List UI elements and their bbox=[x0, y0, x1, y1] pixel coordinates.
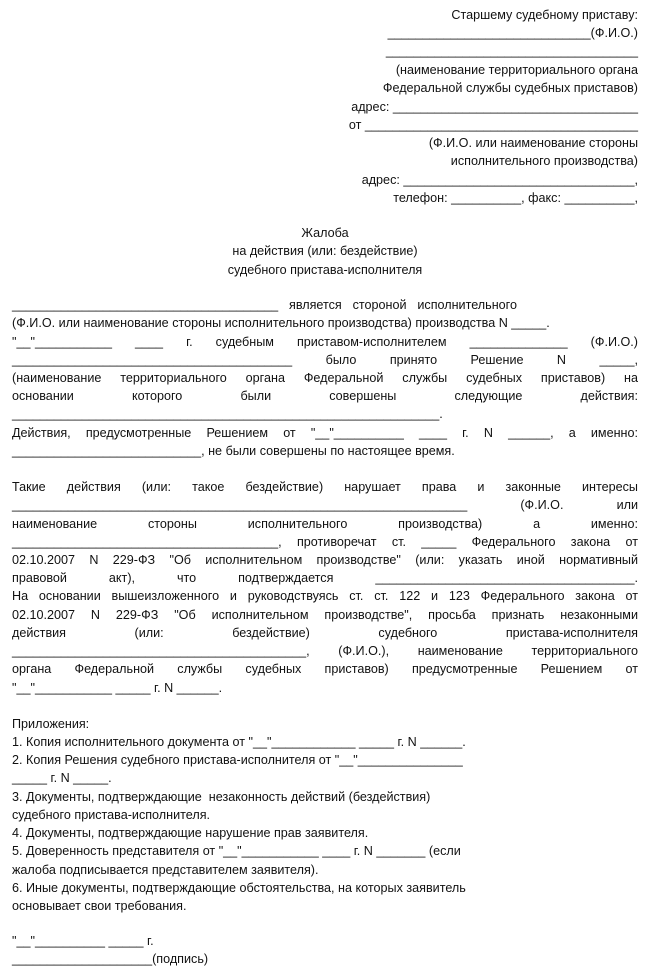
attachment-item: судебного пристава-исполнителя. bbox=[12, 808, 211, 822]
body-line: ___________________________, не были совершены по настоящее время. bbox=[12, 444, 455, 458]
document-title: Жалоба bbox=[301, 226, 349, 240]
body-line: __________________________________________, (Ф.И.О.), наименование территориального bbox=[12, 644, 638, 658]
body-line: _____________________________________________________________. bbox=[12, 407, 443, 421]
body-line: основании которого были совершены следующие действия: bbox=[12, 389, 638, 403]
body-line: _________________________________________________________________ (Ф.И.О. или bbox=[12, 498, 638, 512]
attachment-item: 2. Копия Решения судебного пристава-исполнителя от "__"_______________ bbox=[12, 753, 463, 767]
body-line: На основании вышеизложенного и руководствуясь ст. ст. 122 и 123 Федерального закона от bbox=[12, 589, 638, 603]
header-to: Старшему судебному приставу: bbox=[451, 8, 638, 22]
body-line: правовой акт), что подтверждается _____________________________________. bbox=[12, 571, 638, 585]
header-from-hint-2: исполнительного производства) bbox=[450, 154, 638, 168]
header-org-hint-2: Федеральной службы судебных приставов) bbox=[382, 81, 638, 95]
attachment-item: 6. Иные документы, подтверждающие обстоятельства, на которых заявитель bbox=[12, 881, 466, 895]
body-line: наименование стороны исполнительного производства) а именно: bbox=[12, 517, 638, 531]
body-line: действия (или: бездействие) судебного пристава-исполнителя bbox=[12, 626, 638, 640]
attachment-item: основывает свои требования. bbox=[12, 899, 187, 913]
attachment-item: 3. Документы, подтверждающие незаконность действий (бездействия) bbox=[12, 790, 431, 804]
attachment-item: 5. Доверенность представителя от "__"___________ ____ г. N _______ (если bbox=[12, 844, 461, 858]
body-line: органа Федеральной службы судебных приставов) предусмотренные Решением от bbox=[12, 662, 638, 676]
header-address-1[interactable]: адрес: ___________________________________ bbox=[351, 100, 638, 114]
signature-line[interactable]: ____________________(подпись) bbox=[12, 952, 209, 966]
header-phone-fax[interactable]: телефон: __________, факс: __________, bbox=[393, 191, 638, 205]
body-line: Такие действия (или: такое бездействие) нарушает права и законные интересы bbox=[12, 480, 638, 494]
body-line: "__"___________ ____ г. судебным приставом-исполнителем ______________ (Ф.И.О.) bbox=[12, 335, 638, 349]
body-line: 02.10.2007 N 229-ФЗ "Об исполнительном производстве", просьба признать незаконными bbox=[12, 608, 638, 622]
attachment-item: 1. Копия исполнительного документа от "__"____________ _____ г. N ______. bbox=[12, 735, 466, 749]
attachment-item: жалоба подписывается представителем заявителя). bbox=[12, 863, 319, 877]
body-line: 02.10.2007 N 229-ФЗ "Об исполнительном производстве" (или: указать иной нормативный bbox=[12, 553, 638, 567]
header-org-line[interactable]: ____________________________________ bbox=[385, 44, 638, 58]
header-org-hint-1: (наименование территориального органа bbox=[395, 63, 638, 77]
document-subtitle-1: на действия (или: бездействие) bbox=[232, 244, 418, 258]
attachment-item: 4. Документы, подтверждающие нарушение прав заявителя. bbox=[12, 826, 369, 840]
document-subtitle-2: судебного пристава-исполнителя bbox=[227, 263, 423, 277]
body-line: ________________________________________ было принято Решение N _____, bbox=[12, 353, 638, 367]
header-address-2[interactable]: адрес: _________________________________, bbox=[361, 173, 638, 187]
attachments-heading: Приложения: bbox=[12, 717, 90, 731]
body-line: (Ф.И.О. или наименование стороны исполнительного производства) производства N _____. bbox=[12, 316, 550, 330]
attachment-item: _____ г. N _____. bbox=[12, 771, 112, 785]
body-line: Действия, предусмотренные Решением от "__"__________ ____ г. N ______, а именно: bbox=[12, 426, 638, 440]
body-line: ______________________________________ является стороной исполнительного bbox=[12, 298, 517, 312]
signature-date[interactable]: "__"__________ _____ г. bbox=[12, 934, 154, 948]
header-from[interactable]: от _______________________________________ bbox=[348, 118, 638, 132]
body-line: ______________________________________, противоречат ст. _____ Федерального закона от bbox=[12, 535, 638, 549]
header-fio-line[interactable]: _____________________________(Ф.И.О.) bbox=[387, 26, 638, 40]
header-from-hint-1: (Ф.И.О. или наименование стороны bbox=[428, 136, 638, 150]
body-line: (наименование территориального органа Федеральной службы судебных приставов) на bbox=[12, 371, 638, 385]
body-line: "__"___________ _____ г. N ______. bbox=[12, 681, 223, 695]
